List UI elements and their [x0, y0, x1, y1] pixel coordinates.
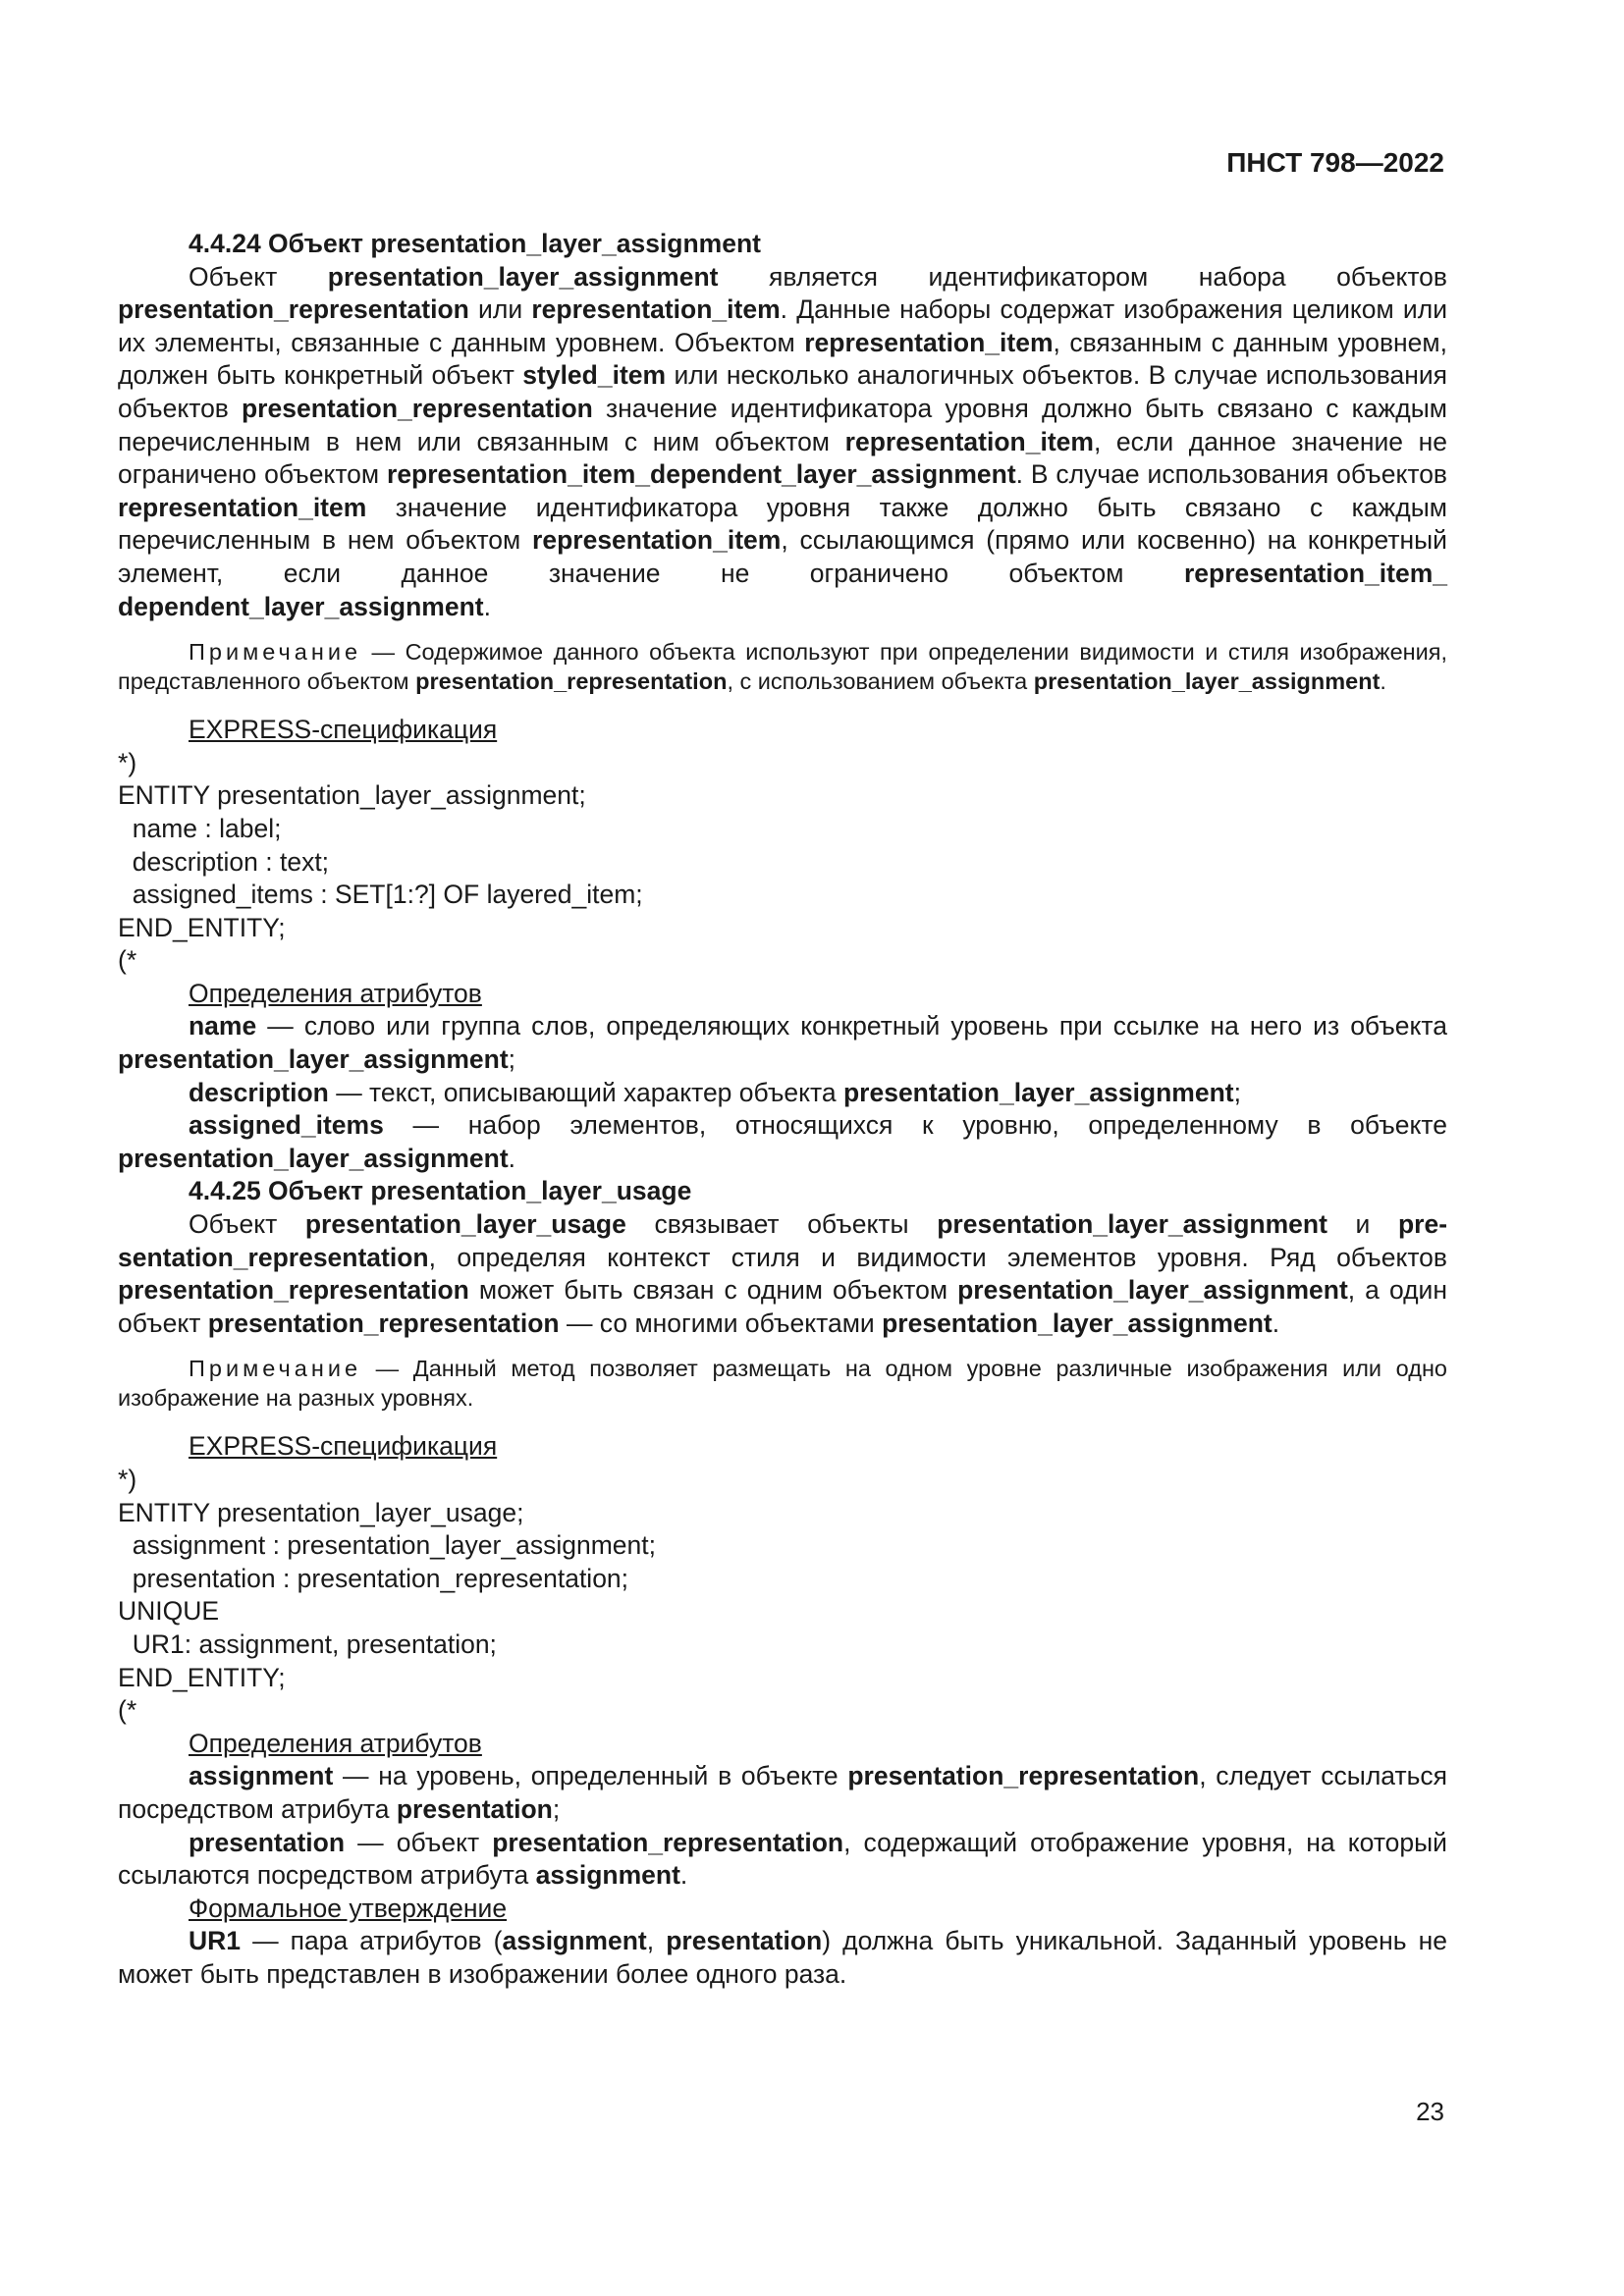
express-spec-label: EXPRESS-спецификация [189, 1431, 498, 1462]
section-heading-4-4-24: 4.4.24 Объект presentation_layer_assignment [189, 229, 761, 258]
attribute-definitions-label: Определения атрибутов [189, 1728, 482, 1758]
attribute-definition: assigned_items — набор элементов, относящихся к уровню, определенному в объекте presentation_layer_assignment. [118, 1110, 1447, 1173]
attribute-definition: description — текст, описывающий характер объекта presentation_layer_assignment; [189, 1077, 1241, 1107]
formal-statement-label: Формальное утверждение [189, 1893, 508, 1923]
section-paragraph: Объект presentation_layer_assignment является идентификатором набора объектов presentation_representation или representation_item. Данные наборы содержат изображения целиком или их элементы, связанные с данным уровнем. Объектом representation_item, связанным с данным уровнем, должен быть конкретный объект styled_item или несколько аналогичных объектов. В случае использования объектов presentation_representation значение идентификатора уровня должно быть связано с каждым перечисленным в нем или связанным с ним объектом representation_item, если данное значение не ограничено объектом representation_item_dependent_layer_assignment. В случае использования объектов representation_item значение идентификатора уровня также должно быть связано с каждым перечисленным в нем объектом representation_item, ссылающимся (прямо или косвенно) на конкретный элемент, если данное значение не ограничено объектом representation_item_ dependent_layer_assignment. [118, 261, 1448, 621]
document-id: ПНСТ 798—2022 [1226, 147, 1444, 178]
attribute-definition: presentation — объект presentation_representation, содержащий отображение уровня, на который ссылаются посредством атрибута assignment. [118, 1827, 1447, 1891]
note: Примечание — Данный метод позволяет размещать на одном уровне различные изображения или одно изображение на разных уровнях. [118, 1356, 1447, 1412]
attribute-definition: assignment — на уровень, определенный в объекте presentation_representation, следует ссылаться посредством атрибута presentation; [118, 1761, 1447, 1824]
page-number: 23 [1416, 2097, 1444, 2126]
attribute-definition: name — слово или группа слов, определяющих конкретный уровень при ссылке на него из объекта presentation_layer_assignment; [118, 1011, 1447, 1075]
formal-statement: UR1 — пара атрибутов (assignment, presentation) должна быть уникальной. Заданный уровень не может быть представлен в изображении более одного раза. [118, 1926, 1447, 1989]
section-paragraph: Объект presentation_layer_usage связывает объекты presentation_layer_assignment и presentation_representation, определяя контекст стиля и видимости элементов уровня. Ряд объектов presentation_representation может быть связан с одним объектом presentation_layer_assignment, а один объект presentation_representation — со многими объектами presentation_layer_assignment. [118, 1209, 1448, 1338]
express-code-block: *) ENTITY presentation_layer_assignment; name : label; description : text; assigned_items : SET[1:?] OF layered_item; END_ENTITY; (* [118, 747, 643, 976]
section-heading-4-4-25: 4.4.25 Объект presentation_layer_usage [189, 1176, 692, 1206]
note: Примечание — Содержимое данного объекта используют при определении видимости и стиля изображения, представленного объектом presentation_representation, с использованием объекта presentation_layer_assignment. [118, 639, 1447, 695]
express-code-block: *) ENTITY presentation_layer_usage; assignment : presentation_layer_assignment; presentation : presentation_representation; UNIQUE UR1: assignment, presentation; END_ENTITY; (* [118, 1465, 656, 1726]
attribute-definitions-label: Определения атрибутов [189, 978, 482, 1008]
page-content [118, 228, 1447, 1992]
express-spec-label: EXPRESS-спецификация [189, 715, 498, 745]
